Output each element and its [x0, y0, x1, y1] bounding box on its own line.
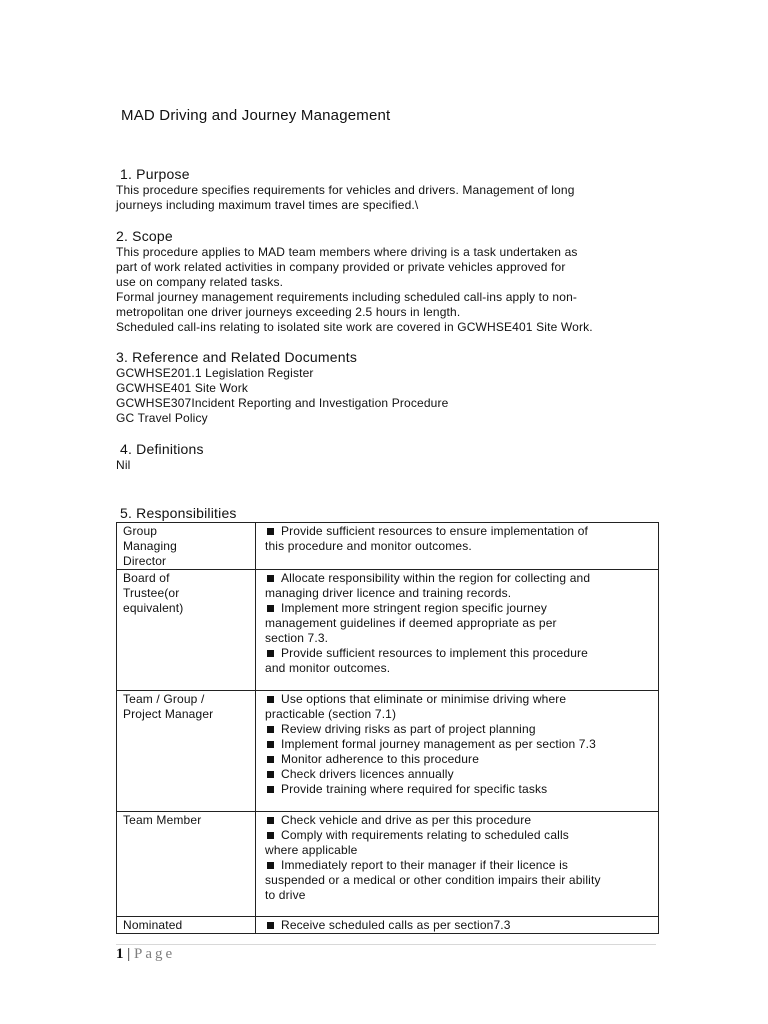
duties-cell — [256, 523, 659, 570]
responsibilities-table — [116, 522, 659, 934]
role-line: Team / Group / — [123, 692, 205, 706]
reference-item: GCWHSE201.1 Legislation Register — [116, 366, 314, 380]
role-line: Project Manager — [123, 707, 214, 721]
duty-item — [265, 767, 654, 782]
table-row — [117, 691, 659, 812]
duty-item — [265, 782, 654, 797]
bullet-icon — [267, 575, 274, 582]
duty-text: Check drivers licences annually — [281, 767, 454, 781]
page-footer — [116, 946, 175, 963]
role-cell — [117, 523, 256, 570]
footer-separator: | — [123, 946, 135, 962]
responsibilities-heading: 5. Responsibilities — [120, 505, 237, 521]
text-line: metropolitan one driver journeys exceeding 2.5 hours in length. — [116, 305, 461, 319]
duty-text: Provide sufficient resources to implement this procedure — [281, 646, 588, 660]
bullet-icon — [267, 726, 274, 733]
page-number: 1 — [116, 946, 124, 962]
document-title: MAD Driving and Journey Management — [121, 107, 391, 124]
duties-cell — [256, 812, 659, 917]
page-label: Page — [134, 946, 176, 962]
bullet-icon — [267, 528, 274, 535]
references-list — [116, 366, 448, 426]
text-line: Nil — [116, 458, 131, 472]
duty-text: Allocate responsibility within the region for collecting and — [281, 571, 591, 585]
duty-item — [265, 858, 654, 873]
role-line: equivalent) — [123, 601, 184, 615]
role-cell — [117, 917, 256, 934]
bullet-icon — [267, 786, 274, 793]
bullet-icon — [267, 832, 274, 839]
text-line: This procedure specifies requirements for vehicles and drivers. Management of long — [116, 183, 575, 197]
text-line: part of work related activities in company provided or private vehicles approved for — [116, 260, 566, 274]
bullet-icon — [267, 650, 274, 657]
duty-text: Provide sufficient resources to ensure implementation of — [281, 524, 588, 538]
duty-item — [265, 601, 654, 616]
duty-item — [265, 692, 654, 707]
text-line: Scheduled call-ins relating to isolated site work are covered in GCWHSE401 Site Work. — [116, 320, 593, 334]
role-line: Board of — [123, 571, 170, 585]
duty-item — [265, 752, 654, 767]
role-line: Trustee(or — [123, 586, 180, 600]
duty-text-continued: this procedure and monitor outcomes. — [265, 539, 472, 553]
text-line: use on company related tasks. — [116, 275, 284, 289]
duty-text-continued: suspended or a medical or other condition impairs their ability — [265, 873, 601, 887]
role-line: Nominated — [123, 918, 183, 932]
text-line: Formal journey management requirements including scheduled call-ins apply to non- — [116, 290, 578, 304]
purpose-heading: 1. Purpose — [120, 166, 190, 182]
role-line: Team Member — [123, 813, 202, 827]
duty-item — [265, 828, 654, 843]
bullet-icon — [267, 756, 274, 763]
role-cell — [117, 812, 256, 917]
scope-heading: 2. Scope — [116, 228, 173, 244]
duty-text-continued: section 7.3. — [265, 631, 329, 645]
duty-text: Immediately report to their manager if their licence is — [281, 858, 569, 872]
role-cell — [117, 570, 256, 691]
role-cell — [117, 691, 256, 812]
duty-text: Monitor adherence to this procedure — [281, 752, 480, 766]
table-row — [117, 812, 659, 917]
definitions-heading: 4. Definitions — [120, 441, 204, 457]
bullet-icon — [267, 862, 274, 869]
duty-item — [265, 571, 654, 586]
duty-text-continued: and monitor outcomes. — [265, 661, 391, 675]
duty-item — [265, 813, 654, 828]
duty-item — [265, 524, 654, 539]
bullet-icon — [267, 771, 274, 778]
text-line: journeys including maximum travel times are specified.\ — [116, 198, 419, 212]
footer-divider — [116, 944, 656, 945]
duty-text-continued: to drive — [265, 888, 306, 902]
duty-text: Use options that eliminate or minimise driving where — [281, 692, 567, 706]
role-line: Managing — [123, 539, 177, 553]
table-row — [117, 917, 659, 934]
purpose-text — [116, 183, 575, 213]
duty-text: Provide training where required for specific tasks — [281, 782, 548, 796]
duty-text: Receive scheduled calls as per section7.3 — [281, 918, 511, 932]
duty-text: Review driving risks as part of project planning — [281, 722, 536, 736]
role-line: Director — [123, 554, 167, 568]
bullet-icon — [267, 741, 274, 748]
bullet-icon — [267, 696, 274, 703]
scope-text — [116, 245, 593, 335]
duty-text: Implement more stringent region specific journey — [281, 601, 547, 615]
duties-cell — [256, 691, 659, 812]
duties-cell — [256, 917, 659, 934]
bullet-icon — [267, 817, 274, 824]
duties-cell — [256, 570, 659, 691]
reference-item: GCWHSE307Incident Reporting and Investigation Procedure — [116, 396, 449, 410]
duty-text: Comply with requirements relating to scheduled calls — [281, 828, 569, 842]
reference-item: GC Travel Policy — [116, 411, 208, 425]
bullet-icon — [267, 605, 274, 612]
duty-item — [265, 737, 654, 752]
table-row — [117, 570, 659, 691]
duty-text-continued: management guidelines if deemed appropriate as per — [265, 616, 557, 630]
text-line: This procedure applies to MAD team members where driving is a task undertaken as — [116, 245, 578, 259]
duty-text-continued: where applicable — [265, 843, 358, 857]
duty-text-continued: practicable (section 7.1) — [265, 707, 397, 721]
duty-text-continued: managing driver licence and training records. — [265, 586, 512, 600]
reference-item: GCWHSE401 Site Work — [116, 381, 248, 395]
duty-item — [265, 646, 654, 661]
definitions-text — [116, 458, 130, 473]
references-heading: 3. Reference and Related Documents — [116, 349, 358, 365]
role-line: Group — [123, 524, 158, 538]
duty-item — [265, 918, 654, 933]
table-row — [117, 523, 659, 570]
duty-text: Implement formal journey management as per section 7.3 — [281, 737, 596, 751]
duty-text: Check vehicle and drive as per this procedure — [281, 813, 532, 827]
duty-item — [265, 722, 654, 737]
bullet-icon — [267, 922, 274, 929]
